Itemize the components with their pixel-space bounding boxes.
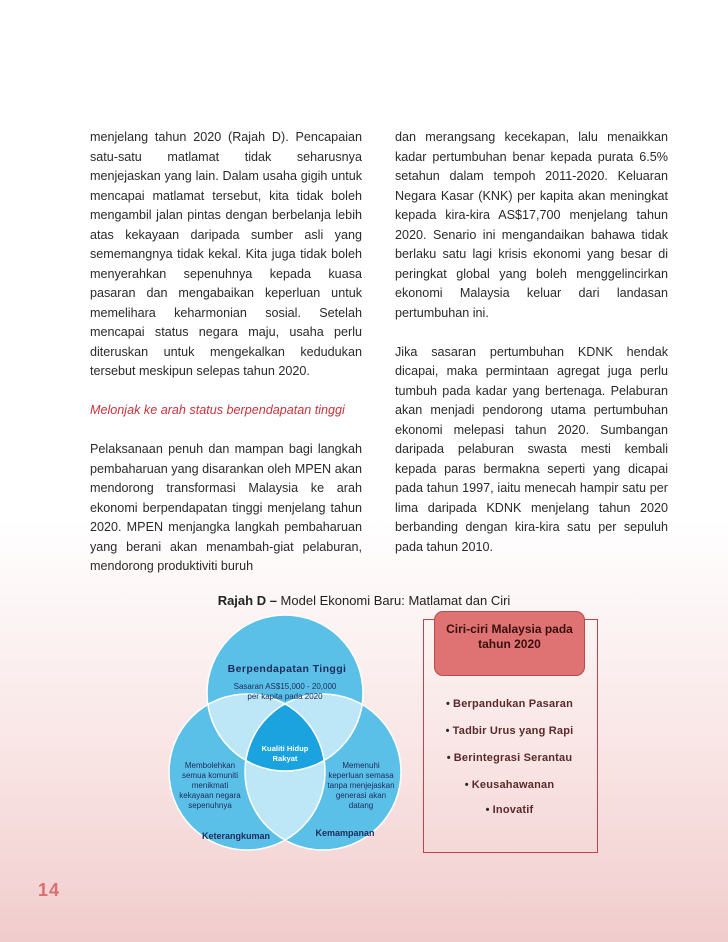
bullet-icon: • [446, 752, 451, 764]
paragraph: dan merangsang kecekapan, lalu menaikkan kadar pertumbuhan benar kepada purata 6.5% setahun dalam tempoh 2011-2020. Keluaran Negara Kasar (KNK) per kapita akan meningkat kepada kira-kira AS$17,700 menjelang tahun 2020. Senario ini mengandaikan bahawa tidak berlaku satu lagi krisis ekonomi yang besar di peringkat global yang boleh menggelincirkan ekonomi Malaysia keluar dari landasan pertumbuhan ini. [395, 130, 668, 320]
venn-right-desc: Memenuhi [342, 761, 380, 770]
trait-item: • Keusahawanan [464, 779, 555, 791]
section-subheading: Melonjak ke arah status berpendapatan tinggi [90, 403, 345, 417]
venn-left-title: Keterangkuman [201, 831, 271, 841]
paragraph: Pelaksanaan penuh dan mampan bagi langkah pembaharuan yang disarankan oleh MPEN akan mendorong transformasi Malaysia ke arah ekonomi berpendapatan tinggi menjelang tahun 2020. MPEN menjangka langkah pembaharuan yang berani akan menambah-giat pelaburan, mendorong produktiviti buruh [90, 442, 362, 573]
figure-title-text: Model Ekonomi Baru: Matlamat dan Ciri [276, 593, 511, 608]
venn-diagram [160, 614, 410, 864]
venn-right-desc: generasi akan [335, 791, 387, 800]
venn-right-title: Kemampanan [315, 828, 375, 838]
venn-left-desc: semua komuniti [181, 771, 239, 780]
bullet-icon: • [485, 804, 490, 816]
venn-left-desc: kekayaan negara [179, 791, 241, 800]
venn-right-desc: keperluan semasa [328, 771, 394, 780]
venn-left-desc: Membolehkan [184, 761, 236, 770]
venn-center-label: Rakyat [272, 754, 298, 763]
venn-top-title: Berpendapatan Tinggi [227, 663, 347, 675]
paragraph: Jika sasaran pertumbuhan KDNK hendak dicapai, maka permintaan agregat juga perlu tumbuh pada kadar yang bertenaga. Pelaburan akan menjadi pendorong utama pertumbuhan ekonomi melepasi tahun 2020. Sumbangan daripada pelaburan swasta mesti kembali kepada paras bermakna seperti yang dicapai pada tahun 1997, iaitu menecah hampir satu per lima daripada KDNK menjelang tahun 2020 berbanding dengan kira-kira satu per sepuluh pada tahun 2010. [395, 344, 668, 554]
trait-item: • Inovatif [485, 804, 534, 816]
venn-right-desc: tanpa menjejaskan [327, 781, 395, 790]
figure-title-label: Rajah D – [217, 593, 277, 608]
trait-item: • Tadbir Urus yang Rapi [445, 725, 574, 737]
trait-item: • Berpandukan Pasaran [445, 698, 574, 710]
bullet-icon: • [464, 779, 469, 791]
trait-item: • Berintegrasi Serantau [446, 752, 573, 764]
left-column [90, 128, 362, 577]
paragraph: menjelang tahun 2020 (Rajah D). Pencapaian satu-satu matlamat tidak seharusnya menjejaskan yang lain. Dalam usaha gigih untuk mencapai matlamat tersebut, kita tidak boleh mengambil jalan pintas dengan berbelanja lebih atas kekayaan daripada sumber asli yang sememangnya tidak kekal. Kita juga tidak boleh menyerahkan sepenuhnya kepada kuasa pasaran dan mengabaikan keperluan untuk memelihara keharmonian sosial. Setelah mencapai status negara maju, usaha perlu diteruskan untuk mengekalkan kedudukan tersebut meskipun selepas tahun 2020. [90, 130, 362, 378]
venn-top-subtitle: Sasaran AS$15,000 - 20,000 [233, 682, 337, 691]
venn-center-label: Kualiti Hidup [261, 744, 309, 753]
figure-title [0, 593, 728, 608]
venn-left-desc: menikmati [191, 781, 229, 790]
bullet-icon: • [445, 698, 451, 710]
page-number: 14 [38, 880, 61, 900]
venn-top-subtitle: per kapita pada 2020 [247, 692, 323, 701]
traits-header: Ciri-ciri Malaysia pada tahun 2020 [434, 611, 585, 676]
venn-right-desc: datang [348, 801, 374, 810]
venn-left-desc: sepenuhnya [188, 801, 232, 810]
bullet-icon: • [445, 725, 450, 737]
right-column [395, 128, 668, 557]
